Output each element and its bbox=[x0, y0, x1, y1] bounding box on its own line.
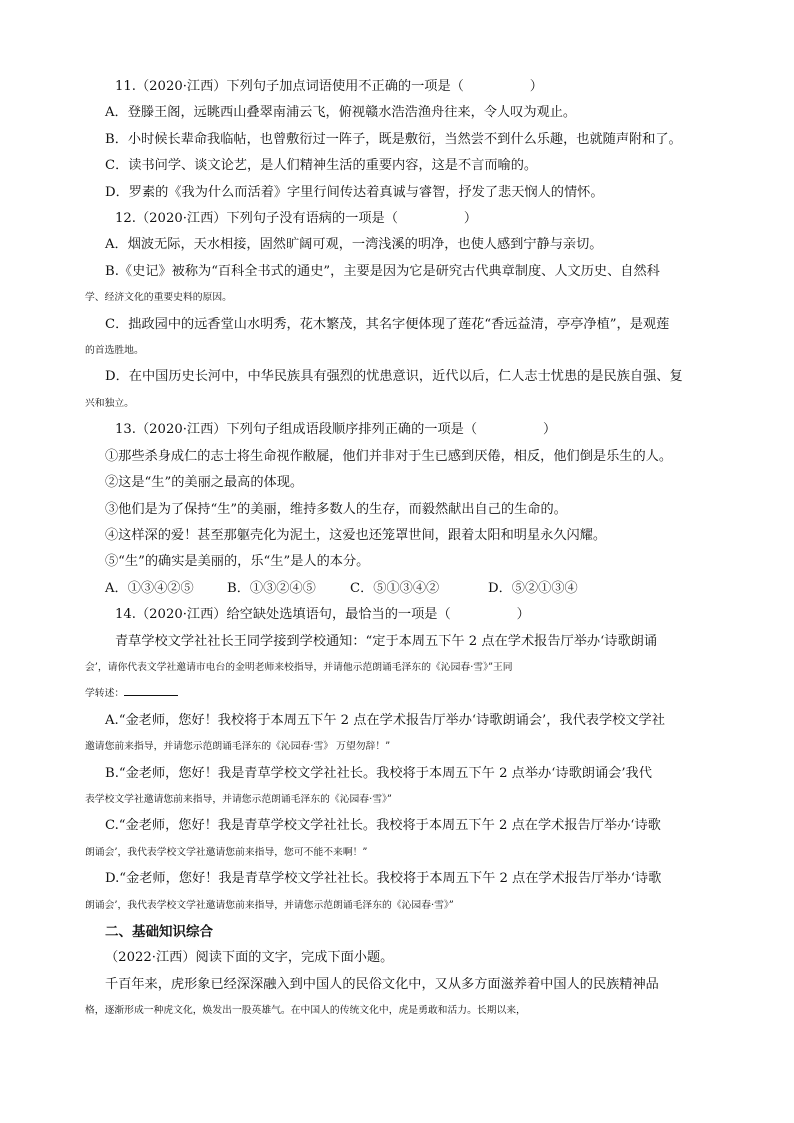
question-13-sentence-5: ⑤“生”的确实是美丽的，乐“生”是人的本分。 bbox=[105, 554, 370, 570]
question-14-option-c-line2: 朗诵会’，我代表学校文学社邀请您前来指导，您可不能不来啊！” bbox=[85, 846, 368, 858]
question-13-sentence-1: ①那些杀身成仁的志士将生命视作敝屣，他们并非对于生已感到厌倦，相反，他们倒是乐生的人。 bbox=[105, 448, 673, 464]
section-2-title: 二、基础知识综合 bbox=[105, 924, 213, 940]
question-12-option-c-line2: 的首选胜地。 bbox=[85, 345, 144, 357]
question-12-option-b-line1: B.《史记》被称为“百科全书式的通史”，主要是因为它是研究古代典章制度、人文历史、自然科 bbox=[105, 263, 660, 279]
question-13-option-c: C．⑤①③④② bbox=[350, 580, 440, 596]
question-11-stem: 11.（2020·江西）下列句子加点词语使用不正确的一项是（ ） bbox=[115, 79, 543, 94]
question-11-option-a: A．登滕王阁，远眺西山叠翠南浦云飞，俯视赣水浩浩渔舟往来，令人叹为观止。 bbox=[105, 105, 577, 121]
question-14-option-b-line2: 表学校文学社邀请您前来指导，并请您示范朗诵毛泽东的《沁园春·雪》” bbox=[85, 793, 392, 805]
question-13-sentence-3: ③他们是为了保持“生”的美丽，维持多数人的生存，而毅然献出自己的生命的。 bbox=[105, 501, 567, 517]
document-page bbox=[85, 74, 701, 1025]
question-13-option-b: B．①③②④⑤ bbox=[227, 580, 316, 596]
question-13-stem: 13.（2020·江西）下列句子组成语段顺序排列正确的一项是（ ） bbox=[115, 422, 557, 438]
question-14-passage-lead: 学转述： bbox=[85, 688, 125, 700]
section-2-paragraph-line1: 千百年来，虎形象已经深深融入到中国人的民俗文化中，又从多方面滋养着中国人的民族精神品 bbox=[105, 976, 659, 992]
question-14-option-a-line2: 邀请您前来指导，并请您示范朗诵毛泽东的《沁园春·雪》 万望勿辞！” bbox=[85, 741, 391, 753]
question-14-stem: 14.（2020·江西）给空缺处选填语句，最恰当的一项是（ ） bbox=[115, 607, 530, 623]
question-12-option-c-line1: C．拙政园中的远香堂山水明秀，花木繁茂，其名字便体现了莲花“香远益清，亭亭净植”，是观莲 bbox=[105, 316, 670, 332]
section-2-paragraph-line2: 格，逐渐形成一种虎文化，焕发出一股英雄气。在中国人的传统文化中，虎是勇敢和活力。长期以来， bbox=[85, 1005, 526, 1017]
question-14-passage-line1: 青草学校文学社社长王同学接到学校通知：“定于本周五下午 2 点在学术报告厅举办‘诗歌朗诵 bbox=[115, 633, 658, 649]
question-13-sentence-2: ②这是“生”的美丽之最高的体现。 bbox=[105, 475, 304, 491]
question-12-option-a: A．烟波无际，天水相接，固然旷阔可观，一湾浅溪的明净，也使人感到宁静与亲切。 bbox=[105, 237, 603, 253]
question-13-sentence-4: ④这样深的爱！甚至那躯壳化为泥土，这爱也还笼罩世间，跟着太阳和明星永久闪耀。 bbox=[105, 527, 607, 543]
question-14-option-d-line1: D.“金老师，您好！我是青草学校文学社社长。我校将于本周五下午 2 点在学术报告厅举办‘诗歌 bbox=[105, 871, 662, 887]
question-14-option-a-line1: A.“金老师，您好！我校将于本周五下午 2 点在学术报告厅举办‘诗歌朗诵会’，我代表学校文学社 bbox=[105, 712, 665, 728]
question-14-passage-line2: 会’，请你代表文学社邀请市电台的金明老师来校指导，并请他示范朗诵毛泽东的《沁园春·雪》”王同 bbox=[85, 661, 513, 673]
question-11-option-d: D．罗素的《我为什么而活着》字里行间传达着真诚与睿智，抒发了悲天悯人的情怀。 bbox=[105, 184, 604, 200]
question-12-option-d-line2: 兴和独立。 bbox=[85, 397, 134, 409]
question-11-option-b: B．小时候长辈命我临帖，也曾敷衍过一阵子，既是敷衍，当然尝不到什么乐趣，也就随声附和了。 bbox=[105, 131, 682, 147]
question-13-options bbox=[105, 576, 701, 602]
question-14-option-b-line1: B.“金老师，您好！我是青草学校文学社社长。我校将于本周五下午 2 点举办‘诗歌朗诵会’我代 bbox=[105, 765, 652, 781]
question-14-option-d-line2: 朗诵会’，我代表学校文学社邀请您前来指导，并请您示范朗诵毛泽东的《沁园春·雪》” bbox=[85, 899, 454, 911]
question-14-passage-line3 bbox=[85, 681, 701, 707]
question-12-stem: 12.（2020·江西）下列句子没有语病的一项是（ ） bbox=[115, 211, 478, 227]
question-12-option-b-line2: 学、经济文化的重要史料的原因。 bbox=[85, 292, 232, 304]
question-13-option-d: D．⑤②①③④ bbox=[488, 580, 578, 596]
answer-blank bbox=[124, 681, 178, 696]
question-12-option-d-line1: D．在中国历史长河中，中华民族具有强烈的忧患意识，近代以后，仁人志士忧患的是民族自强、复 bbox=[105, 369, 683, 385]
section-2-source: （2022·江西）阅读下面的文字，完成下面小题。 bbox=[105, 950, 394, 966]
question-11-option-c: C．读书问学、谈文论艺，是人们精神生活的重要内容，这是不言而喻的。 bbox=[105, 158, 538, 174]
question-13-option-a: A．①③④②⑤ bbox=[105, 580, 194, 596]
question-14-option-c-line1: C.“金老师，您好！我是青草学校文学社社长。我校将于本周五下午 2 点在学术报告厅举办‘诗歌 bbox=[105, 818, 661, 834]
